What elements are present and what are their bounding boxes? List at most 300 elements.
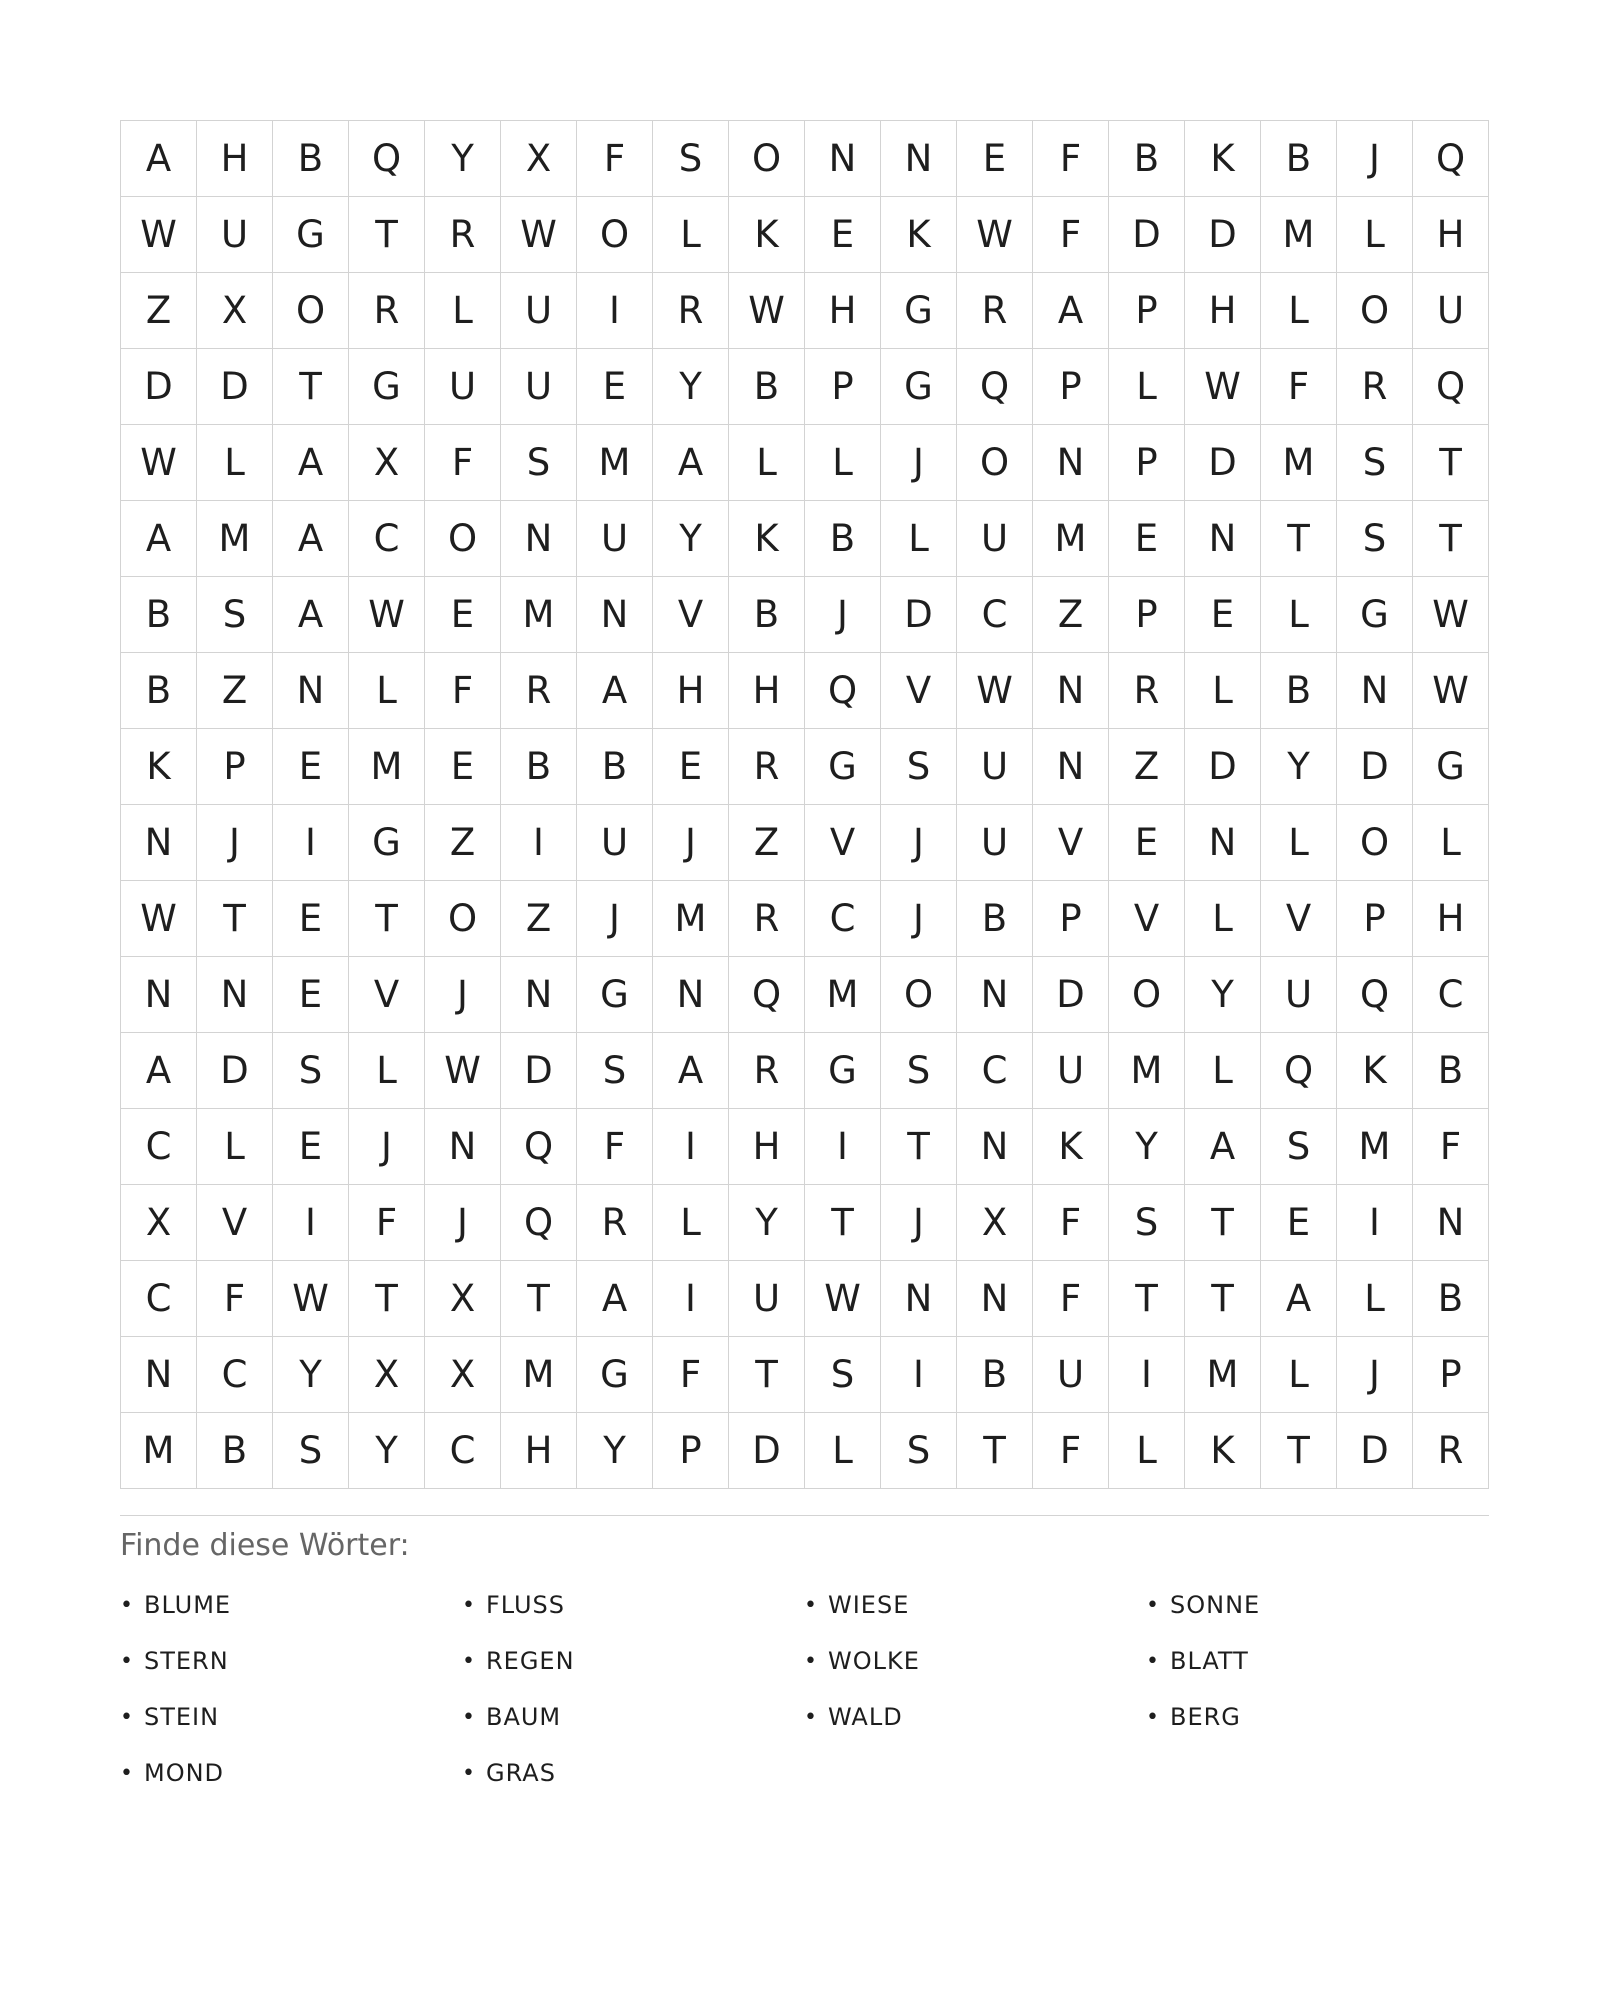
grid-cell[interactable]: B [729,577,805,653]
grid-cell[interactable]: H [805,273,881,349]
grid-cell[interactable]: F [197,1261,273,1337]
grid-cell[interactable]: F [1033,1413,1109,1489]
grid-cell[interactable]: E [805,197,881,273]
grid-cell[interactable]: X [349,1337,425,1413]
grid-cell[interactable]: R [729,729,805,805]
grid-cell[interactable]: D [1185,197,1261,273]
grid-cell[interactable]: U [1033,1337,1109,1413]
grid-cell[interactable]: V [349,957,425,1033]
grid-cell[interactable]: G [805,729,881,805]
grid-cell[interactable]: Z [121,273,197,349]
grid-cell[interactable]: P [805,349,881,425]
grid-cell[interactable]: K [121,729,197,805]
grid-cell[interactable]: C [957,1033,1033,1109]
grid-cell[interactable]: M [501,577,577,653]
grid-cell[interactable]: T [729,1337,805,1413]
grid-cell[interactable]: E [577,349,653,425]
grid-cell[interactable]: N [273,653,349,729]
grid-cell[interactable]: J [881,805,957,881]
grid-cell[interactable]: B [577,729,653,805]
grid-cell[interactable]: S [1109,1185,1185,1261]
grid-cell[interactable]: G [349,349,425,425]
grid-cell[interactable]: E [273,881,349,957]
grid-cell[interactable]: N [501,501,577,577]
grid-cell[interactable]: U [425,349,501,425]
grid-cell[interactable]: A [273,577,349,653]
grid-cell[interactable]: M [1261,425,1337,501]
grid-cell[interactable]: J [349,1109,425,1185]
grid-cell[interactable]: R [1413,1413,1489,1489]
grid-cell[interactable]: W [729,273,805,349]
grid-cell[interactable]: L [1185,881,1261,957]
grid-cell[interactable]: K [881,197,957,273]
grid-cell[interactable]: N [121,957,197,1033]
grid-cell[interactable]: A [1261,1261,1337,1337]
grid-cell[interactable]: B [957,1337,1033,1413]
grid-cell[interactable]: U [1261,957,1337,1033]
grid-cell[interactable]: H [729,653,805,729]
grid-cell[interactable]: G [881,349,957,425]
grid-cell[interactable]: M [1033,501,1109,577]
grid-cell[interactable]: N [957,1261,1033,1337]
grid-cell[interactable]: W [273,1261,349,1337]
grid-cell[interactable]: W [349,577,425,653]
grid-cell[interactable]: I [501,805,577,881]
grid-cell[interactable]: B [1413,1033,1489,1109]
grid-cell[interactable]: T [1109,1261,1185,1337]
grid-cell[interactable]: F [1033,121,1109,197]
grid-cell[interactable]: H [501,1413,577,1489]
grid-cell[interactable]: K [729,197,805,273]
grid-cell[interactable]: H [729,1109,805,1185]
grid-cell[interactable]: M [1109,1033,1185,1109]
grid-cell[interactable]: W [121,881,197,957]
grid-cell[interactable]: U [957,729,1033,805]
grid-cell[interactable]: S [501,425,577,501]
grid-cell[interactable]: D [1337,1413,1413,1489]
grid-cell[interactable]: F [653,1337,729,1413]
grid-cell[interactable]: C [425,1413,501,1489]
grid-cell[interactable]: T [349,881,425,957]
grid-cell[interactable]: K [1185,1413,1261,1489]
grid-cell[interactable]: P [1033,881,1109,957]
grid-cell[interactable]: T [1261,501,1337,577]
grid-cell[interactable]: B [501,729,577,805]
grid-cell[interactable]: V [197,1185,273,1261]
grid-cell[interactable]: L [1261,1337,1337,1413]
grid-cell[interactable]: P [197,729,273,805]
grid-cell[interactable]: L [1337,197,1413,273]
grid-cell[interactable]: B [1261,653,1337,729]
grid-cell[interactable]: E [273,729,349,805]
grid-cell[interactable]: W [121,425,197,501]
grid-cell[interactable]: M [805,957,881,1033]
grid-cell[interactable]: T [881,1109,957,1185]
grid-cell[interactable]: C [1413,957,1489,1033]
grid-cell[interactable]: J [425,957,501,1033]
grid-cell[interactable]: A [577,653,653,729]
grid-cell[interactable]: D [197,1033,273,1109]
grid-cell[interactable]: S [273,1033,349,1109]
grid-cell[interactable]: O [425,501,501,577]
grid-cell[interactable]: P [653,1413,729,1489]
grid-cell[interactable]: Z [1109,729,1185,805]
grid-cell[interactable]: S [1337,425,1413,501]
grid-cell[interactable]: A [653,1033,729,1109]
grid-cell[interactable]: Z [197,653,273,729]
grid-cell[interactable]: O [577,197,653,273]
grid-cell[interactable]: P [1109,425,1185,501]
grid-cell[interactable]: O [1109,957,1185,1033]
grid-cell[interactable]: G [577,1337,653,1413]
grid-cell[interactable]: C [121,1109,197,1185]
grid-cell[interactable]: N [1185,805,1261,881]
grid-cell[interactable]: N [805,121,881,197]
grid-cell[interactable]: Y [577,1413,653,1489]
grid-cell[interactable]: U [1033,1033,1109,1109]
grid-cell[interactable]: X [349,425,425,501]
grid-cell[interactable]: A [1185,1109,1261,1185]
grid-cell[interactable]: R [729,881,805,957]
grid-cell[interactable]: W [501,197,577,273]
grid-cell[interactable]: S [273,1413,349,1489]
grid-cell[interactable]: L [1109,1413,1185,1489]
grid-cell[interactable]: I [273,805,349,881]
grid-cell[interactable]: L [349,653,425,729]
grid-cell[interactable]: L [1261,805,1337,881]
grid-cell[interactable]: X [425,1261,501,1337]
grid-cell[interactable]: R [1109,653,1185,729]
grid-cell[interactable]: T [273,349,349,425]
grid-cell[interactable]: N [1413,1185,1489,1261]
grid-cell[interactable]: O [957,425,1033,501]
grid-cell[interactable]: E [1109,501,1185,577]
grid-cell[interactable]: W [805,1261,881,1337]
grid-cell[interactable]: L [1261,577,1337,653]
grid-cell[interactable]: V [1109,881,1185,957]
grid-cell[interactable]: T [1185,1185,1261,1261]
grid-cell[interactable]: M [197,501,273,577]
grid-cell[interactable]: A [273,425,349,501]
grid-cell[interactable]: S [881,1033,957,1109]
grid-cell[interactable]: M [653,881,729,957]
grid-cell[interactable]: M [1185,1337,1261,1413]
grid-cell[interactable]: S [1337,501,1413,577]
grid-cell[interactable]: M [1337,1109,1413,1185]
grid-cell[interactable]: B [957,881,1033,957]
grid-cell[interactable]: L [653,1185,729,1261]
grid-cell[interactable]: N [1185,501,1261,577]
grid-cell[interactable]: J [653,805,729,881]
grid-cell[interactable]: F [1033,197,1109,273]
grid-cell[interactable]: V [1261,881,1337,957]
grid-cell[interactable]: Q [805,653,881,729]
grid-cell[interactable]: P [1109,273,1185,349]
grid-cell[interactable]: N [121,1337,197,1413]
grid-cell[interactable]: A [273,501,349,577]
grid-cell[interactable]: X [121,1185,197,1261]
grid-cell[interactable]: U [957,805,1033,881]
grid-cell[interactable]: U [577,805,653,881]
grid-cell[interactable]: P [1109,577,1185,653]
grid-cell[interactable]: T [1185,1261,1261,1337]
grid-cell[interactable]: G [1337,577,1413,653]
grid-cell[interactable]: N [653,957,729,1033]
grid-cell[interactable]: B [273,121,349,197]
grid-cell[interactable]: S [653,121,729,197]
grid-cell[interactable]: W [1413,577,1489,653]
grid-cell[interactable]: A [653,425,729,501]
grid-cell[interactable]: K [1185,121,1261,197]
grid-cell[interactable]: U [577,501,653,577]
grid-cell[interactable]: N [881,121,957,197]
grid-cell[interactable]: N [1033,729,1109,805]
grid-cell[interactable]: Y [273,1337,349,1413]
grid-cell[interactable]: U [1413,273,1489,349]
grid-cell[interactable]: W [121,197,197,273]
grid-cell[interactable]: F [1033,1185,1109,1261]
grid-cell[interactable]: Z [729,805,805,881]
grid-cell[interactable]: A [1033,273,1109,349]
grid-cell[interactable]: D [1185,425,1261,501]
grid-cell[interactable]: X [501,121,577,197]
grid-cell[interactable]: Q [501,1109,577,1185]
grid-cell[interactable]: T [1413,425,1489,501]
grid-cell[interactable]: I [653,1261,729,1337]
grid-cell[interactable]: Q [501,1185,577,1261]
grid-cell[interactable]: S [1261,1109,1337,1185]
grid-cell[interactable]: H [1413,197,1489,273]
grid-cell[interactable]: U [729,1261,805,1337]
grid-cell[interactable]: Z [425,805,501,881]
grid-cell[interactable]: M [121,1413,197,1489]
grid-cell[interactable]: O [1337,805,1413,881]
grid-cell[interactable]: P [1033,349,1109,425]
grid-cell[interactable]: H [197,121,273,197]
grid-cell[interactable]: Y [349,1413,425,1489]
grid-cell[interactable]: A [121,121,197,197]
grid-cell[interactable]: G [881,273,957,349]
grid-cell[interactable]: O [729,121,805,197]
grid-cell[interactable]: F [425,425,501,501]
grid-cell[interactable]: Y [1109,1109,1185,1185]
grid-cell[interactable]: K [1337,1033,1413,1109]
grid-cell[interactable]: N [1033,653,1109,729]
grid-cell[interactable]: B [121,653,197,729]
grid-cell[interactable]: L [805,425,881,501]
grid-cell[interactable]: Q [1413,349,1489,425]
grid-cell[interactable]: C [121,1261,197,1337]
grid-cell[interactable]: V [881,653,957,729]
grid-cell[interactable]: V [1033,805,1109,881]
grid-cell[interactable]: E [653,729,729,805]
grid-cell[interactable]: Y [653,349,729,425]
grid-cell[interactable]: Q [1413,121,1489,197]
grid-cell[interactable]: L [1185,1033,1261,1109]
grid-cell[interactable]: N [881,1261,957,1337]
grid-cell[interactable]: N [197,957,273,1033]
grid-cell[interactable]: T [501,1261,577,1337]
grid-cell[interactable]: J [197,805,273,881]
grid-cell[interactable]: D [1109,197,1185,273]
grid-cell[interactable]: L [1185,653,1261,729]
grid-cell[interactable]: Q [349,121,425,197]
grid-cell[interactable]: O [425,881,501,957]
grid-cell[interactable]: D [1033,957,1109,1033]
grid-cell[interactable]: N [501,957,577,1033]
grid-cell[interactable]: N [1337,653,1413,729]
grid-cell[interactable]: S [805,1337,881,1413]
grid-cell[interactable]: F [1033,1261,1109,1337]
grid-cell[interactable]: U [957,501,1033,577]
grid-cell[interactable]: X [957,1185,1033,1261]
grid-cell[interactable]: Y [425,121,501,197]
grid-cell[interactable]: B [729,349,805,425]
grid-cell[interactable]: A [121,1033,197,1109]
grid-cell[interactable]: I [805,1109,881,1185]
grid-cell[interactable]: I [653,1109,729,1185]
grid-cell[interactable]: B [805,501,881,577]
grid-cell[interactable]: T [197,881,273,957]
grid-cell[interactable]: J [1337,1337,1413,1413]
grid-cell[interactable]: L [197,1109,273,1185]
grid-cell[interactable]: U [197,197,273,273]
grid-cell[interactable]: J [577,881,653,957]
grid-cell[interactable]: J [425,1185,501,1261]
grid-cell[interactable]: T [1261,1413,1337,1489]
grid-cell[interactable]: C [957,577,1033,653]
grid-cell[interactable]: L [729,425,805,501]
grid-cell[interactable]: P [1413,1337,1489,1413]
grid-cell[interactable]: D [729,1413,805,1489]
grid-cell[interactable]: E [425,577,501,653]
grid-cell[interactable]: K [1033,1109,1109,1185]
grid-cell[interactable]: E [425,729,501,805]
grid-cell[interactable]: H [1185,273,1261,349]
grid-cell[interactable]: O [273,273,349,349]
grid-cell[interactable]: O [1337,273,1413,349]
grid-cell[interactable]: X [425,1337,501,1413]
grid-cell[interactable]: R [425,197,501,273]
grid-cell[interactable]: J [881,1185,957,1261]
grid-cell[interactable]: W [1185,349,1261,425]
grid-cell[interactable]: F [1413,1109,1489,1185]
grid-cell[interactable]: P [1337,881,1413,957]
grid-cell[interactable]: G [273,197,349,273]
grid-cell[interactable]: W [957,197,1033,273]
grid-cell[interactable]: K [729,501,805,577]
grid-cell[interactable]: L [197,425,273,501]
grid-cell[interactable]: H [653,653,729,729]
grid-cell[interactable]: T [349,1261,425,1337]
grid-cell[interactable]: V [805,805,881,881]
grid-cell[interactable]: M [577,425,653,501]
grid-cell[interactable]: L [1413,805,1489,881]
grid-cell[interactable]: E [1109,805,1185,881]
grid-cell[interactable]: F [1261,349,1337,425]
grid-cell[interactable]: L [425,273,501,349]
grid-cell[interactable]: E [273,1109,349,1185]
grid-cell[interactable]: D [197,349,273,425]
grid-cell[interactable]: B [1109,121,1185,197]
grid-cell[interactable]: S [881,1413,957,1489]
grid-cell[interactable]: R [653,273,729,349]
grid-cell[interactable]: D [1185,729,1261,805]
grid-cell[interactable]: R [577,1185,653,1261]
grid-cell[interactable]: E [957,121,1033,197]
grid-cell[interactable]: N [577,577,653,653]
grid-cell[interactable]: B [1261,121,1337,197]
grid-cell[interactable]: R [957,273,1033,349]
grid-cell[interactable]: I [577,273,653,349]
grid-cell[interactable]: T [957,1413,1033,1489]
grid-cell[interactable]: J [881,881,957,957]
grid-cell[interactable]: L [1337,1261,1413,1337]
grid-cell[interactable]: J [881,425,957,501]
grid-cell[interactable]: N [425,1109,501,1185]
grid-cell[interactable]: L [881,501,957,577]
grid-cell[interactable]: X [197,273,273,349]
grid-cell[interactable]: T [805,1185,881,1261]
grid-cell[interactable]: N [1033,425,1109,501]
grid-cell[interactable]: F [349,1185,425,1261]
grid-cell[interactable]: G [349,805,425,881]
grid-cell[interactable]: D [501,1033,577,1109]
grid-cell[interactable]: F [425,653,501,729]
grid-cell[interactable]: D [881,577,957,653]
grid-cell[interactable]: D [121,349,197,425]
grid-cell[interactable]: W [1413,653,1489,729]
grid-cell[interactable]: T [349,197,425,273]
grid-cell[interactable]: H [1413,881,1489,957]
grid-cell[interactable]: Q [957,349,1033,425]
grid-cell[interactable]: J [1337,121,1413,197]
grid-cell[interactable]: C [805,881,881,957]
grid-cell[interactable]: V [653,577,729,653]
grid-cell[interactable]: L [653,197,729,273]
grid-cell[interactable]: L [349,1033,425,1109]
grid-cell[interactable]: I [273,1185,349,1261]
grid-cell[interactable]: L [805,1413,881,1489]
grid-cell[interactable]: L [1109,349,1185,425]
grid-cell[interactable]: U [501,349,577,425]
grid-cell[interactable]: Y [1185,957,1261,1033]
grid-cell[interactable]: F [577,1109,653,1185]
grid-cell[interactable]: O [881,957,957,1033]
grid-cell[interactable]: S [197,577,273,653]
grid-cell[interactable]: M [501,1337,577,1413]
grid-cell[interactable]: R [501,653,577,729]
grid-cell[interactable]: E [273,957,349,1033]
grid-cell[interactable]: I [1337,1185,1413,1261]
grid-cell[interactable]: B [1413,1261,1489,1337]
grid-cell[interactable]: B [197,1413,273,1489]
grid-cell[interactable]: C [349,501,425,577]
grid-cell[interactable]: I [881,1337,957,1413]
grid-cell[interactable]: D [1337,729,1413,805]
grid-cell[interactable]: Y [1261,729,1337,805]
grid-cell[interactable]: Y [729,1185,805,1261]
grid-cell[interactable]: L [1261,273,1337,349]
grid-cell[interactable]: S [881,729,957,805]
grid-cell[interactable]: N [957,957,1033,1033]
grid-cell[interactable]: U [501,273,577,349]
grid-cell[interactable]: Q [1261,1033,1337,1109]
grid-cell[interactable]: R [1337,349,1413,425]
grid-cell[interactable]: R [349,273,425,349]
grid-cell[interactable]: E [1185,577,1261,653]
grid-cell[interactable]: Z [1033,577,1109,653]
